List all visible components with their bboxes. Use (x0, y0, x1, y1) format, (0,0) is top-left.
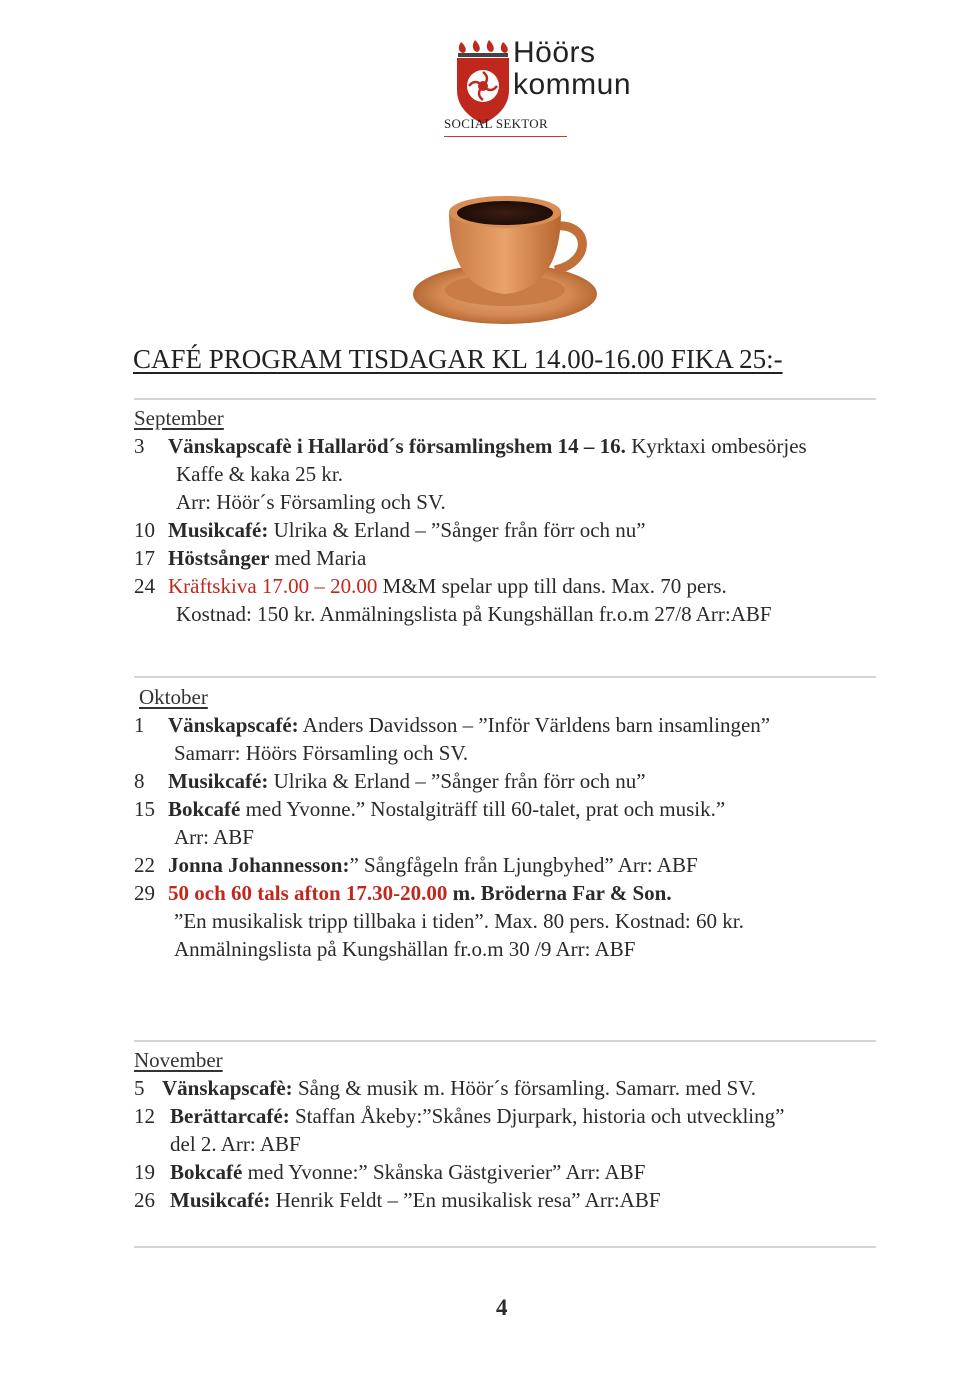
event-detail: Arr: ABF (174, 825, 254, 849)
event-day: 24 (134, 574, 155, 598)
event-day: 8 (134, 769, 145, 793)
event-text: Ulrika & Erland – ”Sånger från förr och nu” (268, 769, 646, 793)
event-text: Sång & musik m. Höör´s församling. Samarr. med SV. (292, 1076, 757, 1100)
list-item (134, 713, 770, 738)
sector-label: SOCIAL SEKTOR (444, 116, 548, 131)
list-item (134, 769, 646, 794)
event-title: Bokcafé (168, 797, 241, 821)
event-day: 12 (134, 1104, 155, 1128)
event-text: Henrik Feldt – ”En musikalisk resa” Arr:ABF (270, 1188, 661, 1212)
list-item (134, 797, 725, 822)
event-title: Vänskapscafè i Hallaröd´s församlingshem 14 – 16. (168, 434, 626, 458)
event-day: 19 (134, 1160, 155, 1184)
event-title: m. Bröderna Far & Son. (447, 881, 672, 905)
month-heading-september: September (134, 406, 224, 430)
page-title: CAFÉ PROGRAM TISDAGAR KL 14.00-16.00 FIKA 25:- (133, 344, 783, 374)
event-detail: Arr: Höör´s Församling och SV. (176, 490, 446, 514)
event-detail: Kaffe & kaka 25 kr. (176, 462, 343, 486)
section-divider (134, 1246, 876, 1248)
list-item (134, 574, 727, 599)
event-title: Musikcafé: (168, 518, 269, 542)
event-day: 1 (134, 713, 145, 737)
list-item (134, 881, 672, 906)
event-title: Höstsånger (168, 546, 270, 570)
event-detail: Anmälningslista på Kungshällan fr.o.m 30 /9 Arr: ABF (174, 937, 636, 961)
month-heading-november: November (134, 1048, 223, 1072)
event-day: 5 (134, 1076, 145, 1100)
page-number: 4 (496, 1295, 508, 1320)
event-text: Anders Davidsson – ”Inför Världens barn insamlingen” (298, 713, 771, 737)
coffee-cup-icon (405, 182, 605, 330)
list-item (134, 1160, 645, 1185)
event-text: ” Sångfågeln från Ljungbyhed” Arr: ABF (349, 853, 698, 877)
event-title: Bokcafé (170, 1160, 243, 1184)
event-title-highlight: 50 och 60 tals afton 17.30-20.00 (168, 881, 448, 905)
event-day: 15 (134, 797, 155, 821)
list-item (134, 518, 646, 543)
event-day: 22 (134, 853, 155, 877)
list-item (134, 546, 366, 571)
month-heading-oktober: Oktober (139, 685, 208, 709)
section-divider (134, 676, 876, 678)
event-day: 29 (134, 881, 155, 905)
event-title: Musikcafé: (170, 1188, 271, 1212)
event-title: Berättarcafé: (170, 1104, 290, 1128)
sector-underline (444, 136, 567, 137)
event-text: Staffan Åkeby:”Skånes Djurpark, historia och utveckling” (289, 1104, 785, 1128)
event-day: 17 (134, 546, 155, 570)
event-title: Jonna Johannesson: (168, 853, 350, 877)
event-detail: Kostnad: 150 kr. Anmälningslista på Kungshällan fr.o.m 27/8 Arr:ABF (176, 602, 772, 626)
event-detail: Samarr: Höörs Församling och SV. (174, 741, 469, 765)
logo-text-line2: kommun (513, 68, 632, 101)
municipal-crest-icon (455, 38, 511, 126)
list-item (134, 1188, 661, 1213)
list-item (134, 1076, 756, 1101)
event-text: Kyrktaxi ombesörjes (625, 434, 807, 458)
event-title: Musikcafé: (168, 769, 269, 793)
list-item (134, 434, 807, 459)
event-day: 3 (134, 434, 145, 458)
event-detail: ”En musikalisk tripp tillbaka i tiden”. Max. 80 pers. Kostnad: 60 kr. (174, 909, 744, 933)
event-title-highlight: Kräftskiva 17.00 – 20.00 (168, 574, 378, 598)
event-text: med Yvonne.” Nostalgiträff till 60-talet, prat och musik.” (240, 797, 726, 821)
event-text: med Yvonne:” Skånska Gästgiverier” Arr: ABF (242, 1160, 646, 1184)
event-text: Ulrika & Erland – ”Sånger från förr och nu” (268, 518, 646, 542)
list-item (134, 853, 698, 878)
event-title: Vänskapscafè: (162, 1076, 293, 1100)
event-text: M&M spelar upp till dans. Max. 70 pers. (377, 574, 727, 598)
section-divider (134, 398, 876, 400)
list-item (134, 1104, 784, 1129)
event-text: med Maria (269, 546, 367, 570)
logo-text-line1: Höörs (513, 36, 596, 69)
event-detail: del 2. Arr: ABF (170, 1132, 301, 1156)
event-title: Vänskapscafé: (168, 713, 299, 737)
event-day: 26 (134, 1188, 155, 1212)
event-day: 10 (134, 518, 155, 542)
section-divider (134, 1040, 876, 1042)
